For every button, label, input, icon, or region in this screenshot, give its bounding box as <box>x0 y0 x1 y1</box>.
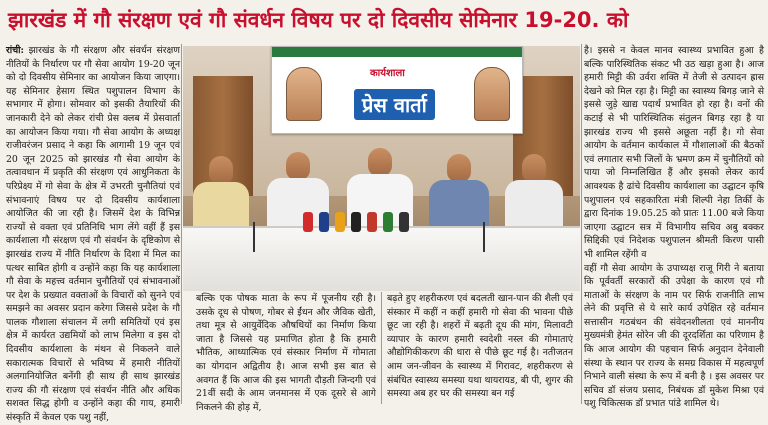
article-text-b1: बल्कि एक पोषक माता के रूप में पूजनीय रही है। उसके दूध से पोषण, गोबर से ईंधन और जैविक खेती, तथा मूत्र से आयुर्वेदिक औषधियों का निर्माण किया जाता है जिससे यह प्रमाणित होता है कि हमारी भौतिक, आध्यात्मिक एवं संस्कार निर्माण में गोमाता का योगदान अद्वितीय है। आज सभी इस बात से अवगत हैं कि आज की इस भागती दौड़ती जिन्दगी एवं 21वीं सदी के आम जनमानस में एक दूसरे से आगे निकलने की होड़ में, <box>196 293 376 413</box>
microphone <box>303 212 313 232</box>
article-text-right-b: वहीं गौ सेवा आयोग के उपाध्यक्ष राजू गिरी ने बताया कि पूर्ववर्ती सरकारों की उपेक्षा के कारण एवं गौ माताओं के संरक्षण के नाम पर सिर्फ राजनीति लाभ लेने की प्रवृत्ति से ये सारे कार्य उपेक्षित रहे वर्तमान सत्तासीन गठबंधन की संवेदनशीलता एवं माननीय मुख्यमंत्री हेमंत सोरेन जी की दूरदर्शिता का परिणाम है कि आज आयोग की पहचान सिर्फ अनुदान देनेवाली संस्था के स्थान पर राज्य के समग्र विकास में महत्वपूर्ण निभाने वाली संस्था के रूप में बनी है । इस अवसर पर सचिव डॉ संजय प्रसाद, निबंधक डॉ मुकेश मिश्रा एवं पशु चिकित्सक डॉ प्रभात पांडे शामिल थे। <box>584 262 764 410</box>
banner-main-text: प्रेस वार्ता <box>354 89 435 120</box>
column-rule <box>181 44 182 404</box>
article-text-right: है। इससे न केवल मानव स्वास्थ्य प्रभावित हुआ है बल्कि पारिस्थितिक संकट भी उठ खड़ा हुआ है। आज हमारी मिट्टी की उर्वरा शक्ति में तेजी से उत्पादन ह्रास देखने को मिल रहा है। मिट्टी का स्वास्थ्य बिगड़ जाने से इससे जुड़े खाद्य पदार्थ प्रभावित हो रहा है। वनों की कटाई से भी पारिस्थितिक संतुलन बिगड़ रहा है या झारखंड राज्य भी इससे अछूता नहीं है। गो सेवा आयोग के वर्तमान कार्यकाल में गौशालाओं की बैठकों एवं लगातार सभी जिलों के भ्रमण क्रम में चुनौतियों को पाया जो निम्नलिखित हैं और इसको लेकर कार्य आवश्यक है ढांचे दिवसीय कार्यशाला का उद्घाटन कृषि पशुपालन एवं सहकारिता मंत्री शिल्पी नेहा तिर्की के द्वारा दिनांक 19.05.25 को प्रातः 11.00 बजे किया जाएगा उद्घाटन सत्र में विभागीय सचिव अबु बक्कर सिद्दिकी एवं निदेशक पशुपालन श्रीमती किरण पासी भी शामिल रहेंगी व <box>584 45 764 260</box>
microphone <box>399 212 409 232</box>
column-rule <box>581 44 582 404</box>
article-text-b2: बढ़ते हुए शहरीकरण एवं बदलती खान-पान की शैली एवं संस्कार में कहीं न कहीं हमारी गो सेवा की भावना पीछे छूट जा रही है। शहरों में बढ़ती दूध की मांग, मिलावटी व्यापार के कारण हमारी स्वदेशी नस्ल की गोमाताएं औद्योगिकीकरण की धारा से पीछे छूट गई है। नतीजतन आम जन-जीवन के स्वास्थ्य में गिरावट, शहरीकरण से संबंधित स्वास्थ्य समस्या यथा थायरायड, बी पी, शुगर की समस्या अब हर घर की समस्या बन गई <box>387 293 573 400</box>
press-banner <box>271 46 523 134</box>
mic-stand <box>483 222 485 252</box>
column-rule <box>381 292 382 404</box>
banner-title: कार्यशाला <box>370 68 405 79</box>
microphone <box>367 212 377 232</box>
article-column-bottom-1 <box>196 292 376 413</box>
banner-portrait <box>286 67 322 121</box>
article-text-left: झारखंड के गौ संरक्षण और संवर्धन संरक्षण नीतियों के निर्धारण पर गौ सेवा आयोग 19-20 जून को दो दिवसीय सेमिनार का आयोजन किया जाएगा। यह सेमिनार हेसाग स्थित पशुपालन विभाग के सभागार में होगा। सोमवार को इसकी तैयारियों की जानकारी देने को लेकर रांची प्रेस क्लब में प्रेसवार्ता का आयोजन किया गया। गौ सेवा आयोग के अध्यक्ष राजीवरंजन प्रसाद ने कहा कि आगामी 19 जून एवं 20 जून 2025 को झारखंड गौ सेवा आयोग के तत्वावधान में प्रकृति की संरक्षण एवं आधुनिकता के परिप्रेक्ष्य में गो सेवा के क्षेत्र में उभरती चुनौतियां एवं संभावनाएं विषय पर दो दिवसीय कार्यशाला आयोजित की जा रही है। जिसमें देश के विभिन्न राज्यों से वक्ता एवं प्रतिनिधि भाग लेंगे वहीं हैं इस कार्यशाला गौ संरक्षण एवं गौ संवर्धन के दृष्टिकोण से झारखंड राज्य में नीति निर्धारण के दिशा में मिल का पत्थर साबित होगी व उन्होंने कहा कि यह कार्यशाला गौ सेवा के महत्त्व वर्तमान चुनौतियों एवं संभावनाओं पर देश के प्रख्यात वक्ताओं के विचारों को सुनने एवं समझने का अवसर प्रदान करेगा जिससे प्रदेश के गौ पालक गौशाला संचालन में लगी समितियों एवं इस क्षेत्र में कार्यरत उद्यमियों को लाभ मिलेगा व इस दो दिवसीय कार्यशाला के मंथन से निकलने वाले सकारात्मक विचारों से भविष्य में हमारी नीतियों अलगानियोजित बनेंगी ही साथ ही साथ झारखंड राज्य की गौ संरक्षण एवं संवर्धन नीति और अधिक सशक्त सिद्ध होगी व उन्होंने कहा की गाय, हमारी संस्कृति में केवल एक पशु नहीं, <box>6 45 180 424</box>
headline: झारखंड में गौ संरक्षण एवं गौ संवर्धन विषय पर दो दिवसीय सेमिनार 19-20. को <box>8 8 629 32</box>
article-column-bottom-2 <box>387 292 573 404</box>
press-conference-photo <box>183 46 580 289</box>
banner-strip <box>272 47 522 57</box>
article-column-left <box>6 44 180 424</box>
dateline: रांची: <box>6 45 24 56</box>
microphone <box>383 212 393 232</box>
conference-table <box>183 226 580 291</box>
microphone <box>351 212 361 232</box>
article-column-right <box>584 44 764 410</box>
mic-stand <box>253 222 255 252</box>
microphone <box>319 212 329 232</box>
banner-portrait <box>474 67 510 121</box>
microphone <box>335 212 345 232</box>
